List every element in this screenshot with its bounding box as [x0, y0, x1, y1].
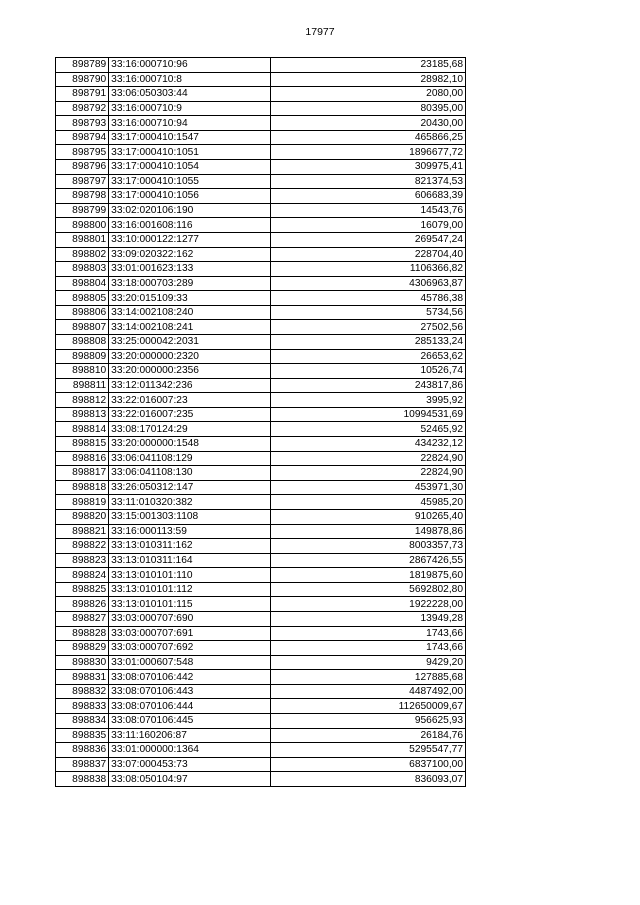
table-row: [56, 699, 466, 714]
cadastral-number-cell: 33:20:000000:2356: [109, 364, 271, 379]
registry-table: [55, 57, 466, 787]
row-number-cell: 898836: [56, 743, 109, 758]
value-cell: 4487492,00: [270, 684, 465, 699]
table-row: [56, 641, 466, 656]
table-row: [56, 757, 466, 772]
value-cell: 434232,12: [270, 437, 465, 452]
row-number-cell: 898799: [56, 203, 109, 218]
value-cell: 2080,00: [270, 87, 465, 102]
cadastral-number-cell: 33:16:000710:96: [109, 58, 271, 73]
table-row: [56, 509, 466, 524]
row-number-cell: 898791: [56, 87, 109, 102]
row-number-cell: 898793: [56, 116, 109, 131]
cadastral-number-cell: 33:11:010320:382: [109, 495, 271, 510]
table-row: [56, 422, 466, 437]
row-number-cell: 898814: [56, 422, 109, 437]
row-number-cell: 898838: [56, 772, 109, 787]
value-cell: 52465,92: [270, 422, 465, 437]
row-number-cell: 898824: [56, 568, 109, 583]
page-number: 17977: [305, 26, 335, 38]
cadastral-number-cell: 33:16:000710:8: [109, 72, 271, 87]
value-cell: 285133,24: [270, 334, 465, 349]
cadastral-number-cell: 33:17:000410:1055: [109, 174, 271, 189]
row-number-cell: 898810: [56, 364, 109, 379]
cadastral-number-cell: 33:13:010101:115: [109, 597, 271, 612]
cadastral-number-cell: 33:01:000000:1364: [109, 743, 271, 758]
table-row: [56, 349, 466, 364]
table-row: [56, 611, 466, 626]
row-number-cell: 898807: [56, 320, 109, 335]
value-cell: 465866,25: [270, 130, 465, 145]
value-cell: 956625,93: [270, 714, 465, 729]
row-number-cell: 898829: [56, 641, 109, 656]
value-cell: 45786,38: [270, 291, 465, 306]
table-row: [56, 72, 466, 87]
cadastral-number-cell: 33:08:070106:443: [109, 684, 271, 699]
row-number-cell: 898818: [56, 480, 109, 495]
table-row: [56, 203, 466, 218]
cadastral-number-cell: 33:16:000710:94: [109, 116, 271, 131]
cadastral-number-cell: 33:14:002108:241: [109, 320, 271, 335]
row-number-cell: 898832: [56, 684, 109, 699]
value-cell: 80395,00: [270, 101, 465, 116]
cadastral-number-cell: 33:25:000042:2031: [109, 334, 271, 349]
value-cell: 1106366,82: [270, 262, 465, 277]
cadastral-number-cell: 33:20:000000:2320: [109, 349, 271, 364]
value-cell: 1896677,72: [270, 145, 465, 160]
table-row: [56, 101, 466, 116]
table-row: [56, 524, 466, 539]
row-number-cell: 898826: [56, 597, 109, 612]
row-number-cell: 898789: [56, 58, 109, 73]
row-number-cell: 898823: [56, 553, 109, 568]
cadastral-number-cell: 33:09:020322:162: [109, 247, 271, 262]
table-row: [56, 597, 466, 612]
row-number-cell: 898831: [56, 670, 109, 685]
row-number-cell: 898821: [56, 524, 109, 539]
cadastral-number-cell: 33:17:000410:1051: [109, 145, 271, 160]
row-number-cell: 898827: [56, 611, 109, 626]
value-cell: 910265,40: [270, 509, 465, 524]
table-row: [56, 582, 466, 597]
table-row: [56, 466, 466, 481]
cadastral-number-cell: 33:03:000707:692: [109, 641, 271, 656]
table-row: [56, 364, 466, 379]
cadastral-number-cell: 33:08:070106:442: [109, 670, 271, 685]
cadastral-number-cell: 33:17:000410:1054: [109, 160, 271, 175]
value-cell: 5295547,77: [270, 743, 465, 758]
table-row: [56, 655, 466, 670]
table-row: [56, 772, 466, 787]
row-number-cell: 898817: [56, 466, 109, 481]
value-cell: 27502,56: [270, 320, 465, 335]
table-row: [56, 553, 466, 568]
row-number-cell: 898815: [56, 437, 109, 452]
row-number-cell: 898803: [56, 262, 109, 277]
table-row: [56, 160, 466, 175]
row-number-cell: 898834: [56, 714, 109, 729]
value-cell: 13949,28: [270, 611, 465, 626]
value-cell: 8003357,73: [270, 539, 465, 554]
table-row: [56, 145, 466, 160]
table-row: [56, 714, 466, 729]
row-number-cell: 898820: [56, 509, 109, 524]
value-cell: 269547,24: [270, 232, 465, 247]
cadastral-number-cell: 33:08:070106:444: [109, 699, 271, 714]
row-number-cell: 898830: [56, 655, 109, 670]
row-number-cell: 898806: [56, 305, 109, 320]
cadastral-number-cell: 33:16:000710:9: [109, 101, 271, 116]
cadastral-number-cell: 33:06:041108:130: [109, 466, 271, 481]
table-row: [56, 539, 466, 554]
table-row: [56, 407, 466, 422]
cadastral-number-cell: 33:12:011342:236: [109, 378, 271, 393]
value-cell: 4306963,87: [270, 276, 465, 291]
value-cell: 14543,76: [270, 203, 465, 218]
row-number-cell: 898828: [56, 626, 109, 641]
cadastral-number-cell: 33:07:000453:73: [109, 757, 271, 772]
cadastral-number-cell: 33:13:010101:110: [109, 568, 271, 583]
value-cell: 20430,00: [270, 116, 465, 131]
cadastral-number-cell: 33:11:160206:87: [109, 728, 271, 743]
table-row: [56, 130, 466, 145]
cadastral-number-cell: 33:10:000122:1277: [109, 232, 271, 247]
value-cell: 149878,86: [270, 524, 465, 539]
cadastral-number-cell: 33:15:001303:1108: [109, 509, 271, 524]
table-row: [56, 437, 466, 452]
row-number-cell: 898816: [56, 451, 109, 466]
table-row: [56, 670, 466, 685]
table-row: [56, 626, 466, 641]
cadastral-number-cell: 33:13:010101:112: [109, 582, 271, 597]
value-cell: 127885,68: [270, 670, 465, 685]
cadastral-number-cell: 33:08:050104:97: [109, 772, 271, 787]
row-number-cell: 898837: [56, 757, 109, 772]
table-row: [56, 684, 466, 699]
cadastral-number-cell: 33:16:000113:59: [109, 524, 271, 539]
value-cell: 10994531,69: [270, 407, 465, 422]
cadastral-number-cell: 33:14:002108:240: [109, 305, 271, 320]
cadastral-number-cell: 33:17:000410:1547: [109, 130, 271, 145]
value-cell: 26653,62: [270, 349, 465, 364]
table-row: [56, 393, 466, 408]
table-row: [56, 743, 466, 758]
cadastral-number-cell: 33:08:170124:29: [109, 422, 271, 437]
table-row: [56, 262, 466, 277]
value-cell: 22824,90: [270, 466, 465, 481]
cadastral-number-cell: 33:26:050312:147: [109, 480, 271, 495]
cadastral-number-cell: 33:06:050303:44: [109, 87, 271, 102]
value-cell: 112650009,67: [270, 699, 465, 714]
table-row: [56, 728, 466, 743]
table-row: [56, 568, 466, 583]
table-row: [56, 116, 466, 131]
row-number-cell: 898804: [56, 276, 109, 291]
table-row: [56, 334, 466, 349]
table-row: [56, 378, 466, 393]
cadastral-number-cell: 33:13:010311:162: [109, 539, 271, 554]
cadastral-number-cell: 33:16:001608:116: [109, 218, 271, 233]
row-number-cell: 898798: [56, 189, 109, 204]
cadastral-number-cell: 33:20:000000:1548: [109, 437, 271, 452]
cadastral-number-cell: 33:13:010311:164: [109, 553, 271, 568]
value-cell: 5692802,80: [270, 582, 465, 597]
value-cell: 243817,86: [270, 378, 465, 393]
cadastral-number-cell: 33:02:020106:190: [109, 203, 271, 218]
table-row: [56, 320, 466, 335]
row-number-cell: 898797: [56, 174, 109, 189]
cadastral-number-cell: 33:06:041108:129: [109, 451, 271, 466]
table-row: [56, 232, 466, 247]
table-row: [56, 189, 466, 204]
table-row: [56, 58, 466, 73]
value-cell: 836093,07: [270, 772, 465, 787]
row-number-cell: 898813: [56, 407, 109, 422]
value-cell: 1819875,60: [270, 568, 465, 583]
row-number-cell: 898796: [56, 160, 109, 175]
row-number-cell: 898802: [56, 247, 109, 262]
cadastral-number-cell: 33:01:001623:133: [109, 262, 271, 277]
value-cell: 6837100,00: [270, 757, 465, 772]
table-row: [56, 305, 466, 320]
row-number-cell: 898800: [56, 218, 109, 233]
row-number-cell: 898822: [56, 539, 109, 554]
cadastral-number-cell: 33:08:070106:445: [109, 714, 271, 729]
value-cell: 1922228,00: [270, 597, 465, 612]
table-row: [56, 480, 466, 495]
cadastral-number-cell: 33:17:000410:1056: [109, 189, 271, 204]
value-cell: 2867426,55: [270, 553, 465, 568]
cadastral-number-cell: 33:18:000703:289: [109, 276, 271, 291]
table-row: [56, 276, 466, 291]
cadastral-number-cell: 33:22:016007:23: [109, 393, 271, 408]
value-cell: 45985,20: [270, 495, 465, 510]
value-cell: 5734,56: [270, 305, 465, 320]
value-cell: 28982,10: [270, 72, 465, 87]
cadastral-number-cell: 33:01:000607:548: [109, 655, 271, 670]
cadastral-number-cell: 33:20:015109:33: [109, 291, 271, 306]
value-cell: 23185,68: [270, 58, 465, 73]
table-row: [56, 291, 466, 306]
table-row: [56, 174, 466, 189]
cadastral-number-cell: 33:22:016007:235: [109, 407, 271, 422]
value-cell: 821374,53: [270, 174, 465, 189]
row-number-cell: 898790: [56, 72, 109, 87]
value-cell: 3995,92: [270, 393, 465, 408]
cadastral-number-cell: 33:03:000707:691: [109, 626, 271, 641]
row-number-cell: 898825: [56, 582, 109, 597]
row-number-cell: 898819: [56, 495, 109, 510]
row-number-cell: 898808: [56, 334, 109, 349]
value-cell: 228704,40: [270, 247, 465, 262]
table-row: [56, 495, 466, 510]
value-cell: 26184,76: [270, 728, 465, 743]
value-cell: 9429,20: [270, 655, 465, 670]
row-number-cell: 898833: [56, 699, 109, 714]
value-cell: 309975,41: [270, 160, 465, 175]
row-number-cell: 898812: [56, 393, 109, 408]
value-cell: 1743,66: [270, 641, 465, 656]
value-cell: 606683,39: [270, 189, 465, 204]
row-number-cell: 898795: [56, 145, 109, 160]
table-row: [56, 218, 466, 233]
row-number-cell: 898801: [56, 232, 109, 247]
row-number-cell: 898811: [56, 378, 109, 393]
row-number-cell: 898835: [56, 728, 109, 743]
value-cell: 453971,30: [270, 480, 465, 495]
cadastral-number-cell: 33:03:000707:690: [109, 611, 271, 626]
table-body: [56, 58, 466, 787]
row-number-cell: 898792: [56, 101, 109, 116]
table-row: [56, 247, 466, 262]
row-number-cell: 898805: [56, 291, 109, 306]
value-cell: 22824,90: [270, 451, 465, 466]
value-cell: 1743,66: [270, 626, 465, 641]
table-row: [56, 451, 466, 466]
value-cell: 16079,00: [270, 218, 465, 233]
table-row: [56, 87, 466, 102]
row-number-cell: 898794: [56, 130, 109, 145]
value-cell: 10526,74: [270, 364, 465, 379]
row-number-cell: 898809: [56, 349, 109, 364]
